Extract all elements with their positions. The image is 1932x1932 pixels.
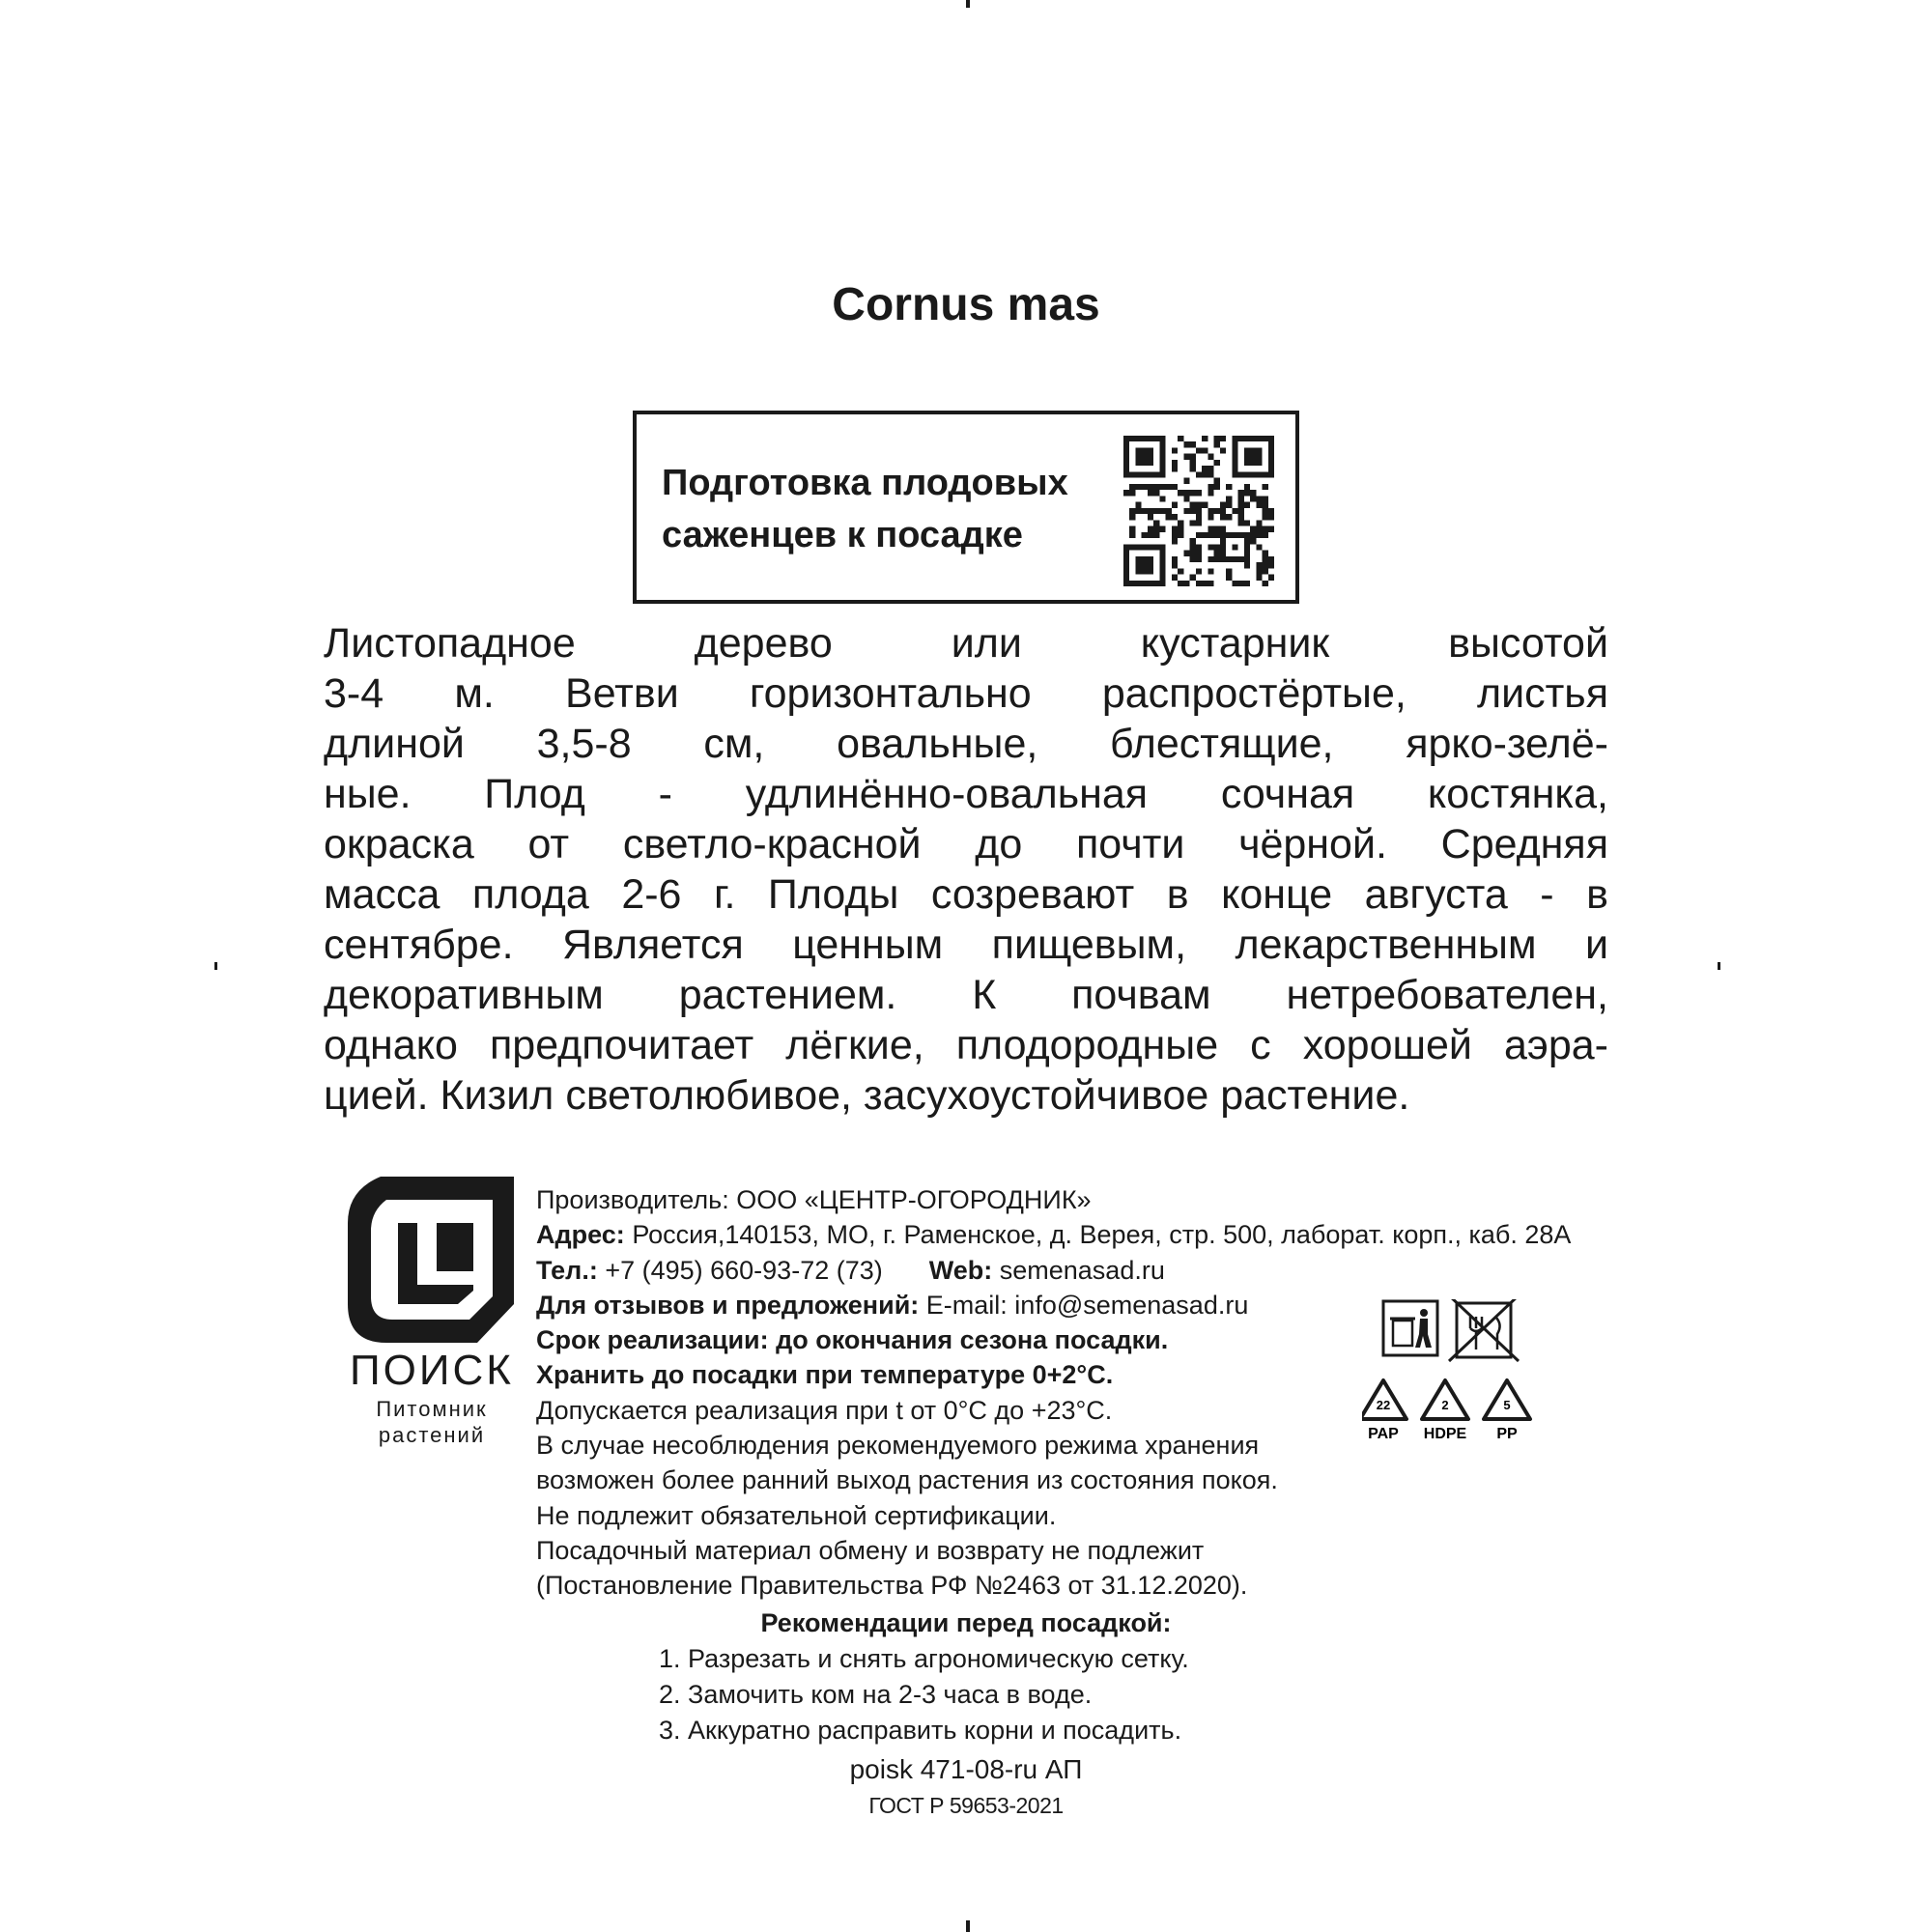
storage-text: Хранить до посадки при температуре 0+2°C. [536,1360,1114,1390]
recycle-code: 2 [1441,1398,1449,1412]
return-policy-line-1: Посадочный материал обмену и возврату не подлежит [536,1535,1205,1565]
description-line: цией. Кизил светолюбивое, засухоустойчивое растение. [324,1072,1410,1119]
description-line: Листопадное дерево или кустарник высотой [324,620,1608,667]
description-line: масса плода 2-6 г. Плоды созревают в конце августа - в [324,871,1608,918]
crop-mark-bottom [966,1920,970,1932]
plant-description [324,618,1608,1121]
description-line: сентябре. Является ценным пищевым, лекарственным и [324,922,1608,968]
allowed-temp-line: Допускается реализация при t от 0°C до +23°C. [536,1395,1113,1425]
recycle-marks [1362,1380,1530,1442]
planting-guide-text [662,457,1116,561]
address-value: Россия,140153, МО, г. Раменское, д. Верея, стр. 500, лаборат. корп., каб. 28А [624,1220,1572,1250]
warning-line-2: возможен более ранний выход растения из состояния покоя. [536,1465,1278,1495]
recycle-label: HDPE [1423,1426,1467,1442]
guide-line-1: Подготовка плодовых [662,463,1068,503]
recommendations-title [0,1605,1932,1641]
gost-standard: ГОСТ Р 59653-2021 [868,1793,1064,1818]
logo-subtitle-line-1: Питомник [376,1397,488,1421]
eco-marks [1362,1299,1546,1444]
web-link[interactable]: semenasad.ru [992,1255,1165,1285]
product-code: poisk 471-08-ru АП [849,1754,1083,1784]
recycle-label: PAP [1368,1426,1399,1442]
description-line: однако предпочитает лёгкие, плодородные с хорошей аэра- [324,1022,1608,1068]
planting-guide-box[interactable] [633,411,1299,604]
recommendations-heading: Рекомендации перед посадкой: [760,1608,1172,1637]
recycle-mark-icon [1484,1380,1530,1442]
not-food-contact-icon [1449,1299,1519,1361]
crop-mark-top [966,0,970,8]
crop-mark-right [1718,962,1720,970]
web-label: Web: [928,1255,993,1285]
recommendation-item: 2. Замочить ком на 2-3 часа в воде. [659,1680,1093,1709]
feedback-label: Для отзывов и предложений: [536,1290,920,1320]
recycle-mark-icon [1362,1380,1406,1442]
description-line: ные. Плод - удлинённо-овальная сочная костянка, [324,771,1608,817]
description-line: 3-4 м. Ветви горизонтально распростёртые, листья [324,670,1608,717]
certification-line: Не подлежит обязательной сертификации. [536,1500,1057,1530]
logo-subtitle [350,1396,514,1448]
contacts-line [536,1253,1695,1288]
description-line: длиной 3,5-8 см, овальные, блестящие, ярко-зелё- [324,721,1608,767]
recommendations-list [659,1641,1189,1748]
crop-mark-left [214,962,217,970]
shelf-life-text: Срок реализации: до окончания сезона посадки. [536,1325,1169,1355]
recycle-code: 5 [1503,1398,1511,1412]
trash-bin-icon [1383,1301,1437,1355]
warning-line-1: В случае несоблюдения рекомендуемого режима хранения [536,1431,1260,1461]
recommendation-item: 1. Разрезать и снять агрономическую сетку. [659,1644,1189,1673]
logo-name: ПОИСК [350,1347,514,1394]
guide-line-2: саженцев к посадке [662,515,1023,555]
recycle-mark-icon [1422,1380,1468,1442]
description-line: декоративным растением. К почвам нетребователен, [324,972,1608,1018]
recycle-code: 22 [1376,1398,1391,1412]
phone-value[interactable]: +7 (495) 660-93-72 (73) [597,1255,883,1285]
manufacturer-line: Производитель: ООО «ЦЕНТР-ОГОРОДНИК» [536,1185,1092,1214]
recycle-label: PP [1496,1426,1518,1442]
logo-subtitle-line-2: растений [378,1423,486,1447]
return-policy-line-2: (Постановление Правительства РФ №2463 от 31.12.2020). [536,1571,1248,1601]
qr-code-icon[interactable] [1123,436,1274,586]
recommendation-item: 3. Аккуратно расправить корни и посадить. [659,1716,1182,1745]
poisk-logo-icon [348,1177,514,1343]
phone-label: Тел.: [536,1255,598,1285]
species-title: Cornus mas [832,279,1100,330]
address-label: Адрес: [536,1220,625,1250]
address-line [536,1217,1695,1252]
email-link[interactable]: E-mail: info@semenasad.ru [919,1290,1249,1320]
description-line: окраска от светло-красной до почти чёрной. Средняя [324,821,1608,867]
